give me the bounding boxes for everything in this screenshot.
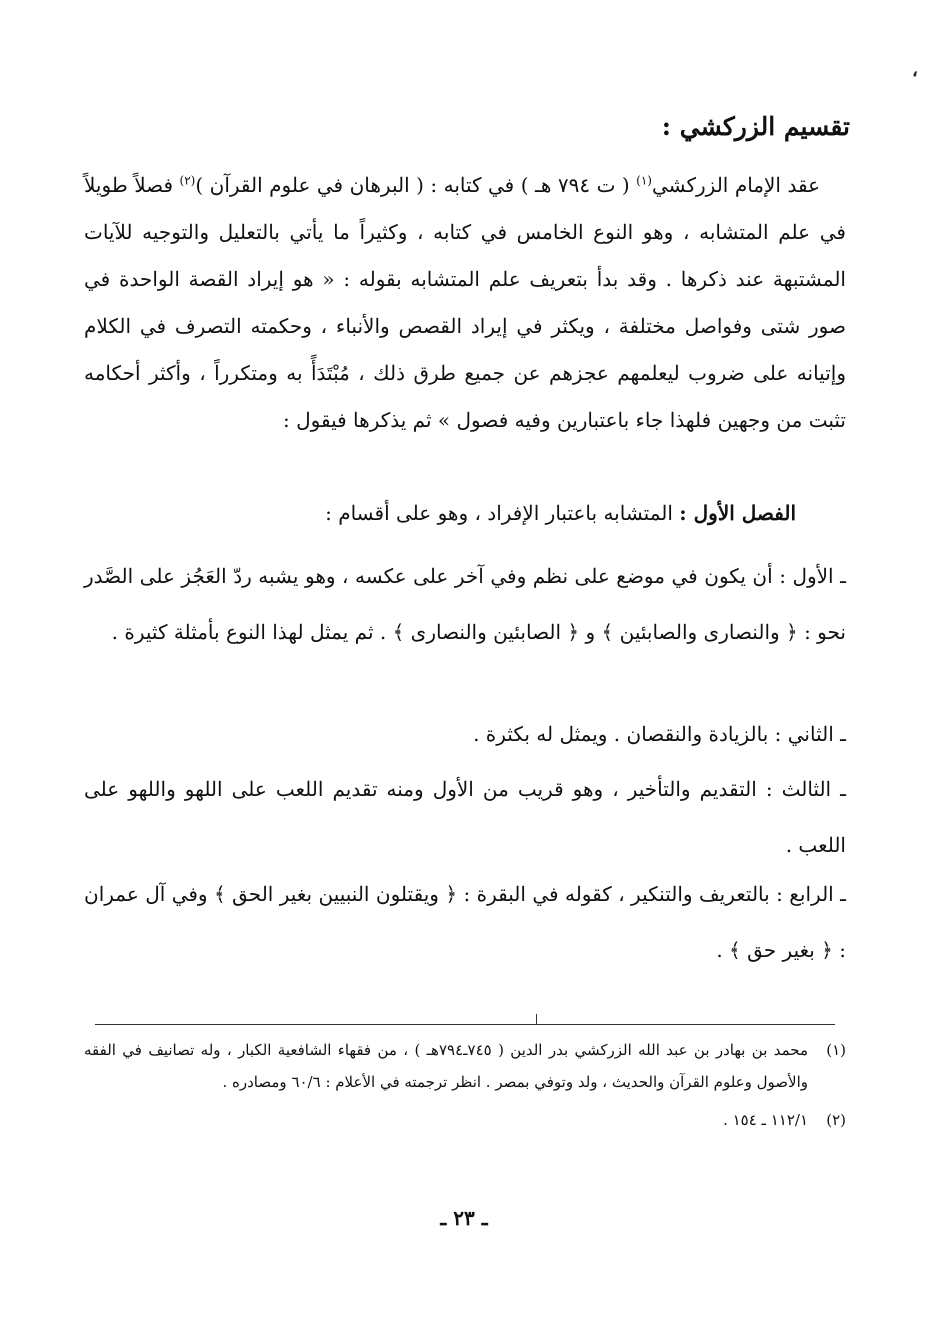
intro-text-1: عقد الإمام الزركشي bbox=[651, 173, 821, 197]
footnote-number: (١) bbox=[826, 1041, 846, 1059]
list-item-first: ـ الأول : أن يكون في موضع على نظم وفي آخر على عكسه ، وهو يشبه ردّ العَجُز على الصَّدر نحو : ﴿ والنصارى والصابئين ﴾ و ﴿ الصابئين والنصارى ﴾ . ثم يمثل لهذا النوع بأمثلة كثيرة . bbox=[84, 564, 846, 644]
footnote-2 bbox=[84, 1104, 846, 1136]
list-item-fourth: ـ الرابع : بالتعريف والتنكير ، كقوله في البقرة : ﴿ ويقتلون النبيين بغير الحق ﴾ وفي آل عمران : ﴿ بغير حق ﴾ . bbox=[84, 882, 846, 962]
footnotes bbox=[84, 1034, 846, 1136]
intro-text-2: ( ت ٧٩٤ هـ ) في كتابه : ( البرهان في علوم القرآن ) bbox=[195, 173, 637, 197]
list-item-second: ـ الثاني : بالزيادة والنقصان . ويمثل له بكثرة . bbox=[473, 722, 846, 746]
intro-text-3: فصلاً طويلاً في علم المتشابه ، وهو النوع الخامس في كتابه ، وكثيراً ما يأتي بالتعليل والتوجيه للآيات المشتبهة عند ذكرها . وقد بدأ بتعريف علم المتشابه بقوله : « هو إيراد القصة الواحدة في صور شتى وفواصل مختلفة ، ويكثر في إيراد القصص والأنباء ، وحكمته التصرف في الكلام وإتيانه على ضروب ليعلمهم عجزهم عن جميع طرق ذلك ، مُبْتَدَأً به ومتكرراً ، وأكثر أحكامه تثبت من وجهين فلهذا جاء باعتبارين وفيه فصول » ثم يذكرها فيقول : bbox=[84, 173, 846, 432]
footnote-ref-1: (١) bbox=[636, 173, 652, 188]
chapter-text: المتشابه باعتبار الإفراد ، وهو على أقسام : bbox=[325, 501, 680, 525]
section-heading: تقسيم الزركشي : bbox=[661, 112, 850, 141]
footnote-text: ١١٢/١ ـ ١٥٤ . bbox=[723, 1111, 808, 1129]
footnote-separator bbox=[95, 1024, 835, 1025]
footnote-1 bbox=[84, 1034, 846, 1098]
footnote-text: محمد بن بهادر بن عبد الله الزركشي بدر الدين ( ٧٤٥ـ٧٩٤هـ ) ، من فقهاء الشافعية الكبار ، وله تصانيف في الفقه والأصول وعلوم القرآن والحديث ، ولد وتوفي بمصر . انظر ترجمته في الأعلام : ٦٠/٦ ومصادره . bbox=[84, 1041, 808, 1091]
footnote-number: (٢) bbox=[826, 1111, 846, 1129]
intro-paragraph bbox=[84, 162, 846, 444]
page-number: ـ ٢٣ ـ bbox=[440, 1206, 488, 1230]
list-item-third: ـ الثالث : التقديم والتأخير ، وهو قريب من الأول ومنه تقديم اللعب على اللهو واللهو على اللعب . bbox=[84, 777, 846, 857]
footnote-ref-2: (٢) bbox=[179, 173, 196, 188]
chapter-line bbox=[84, 490, 796, 537]
margin-mark: ، bbox=[912, 60, 918, 81]
footnote-separator-tick bbox=[536, 1014, 537, 1024]
chapter-title: الفصل الأول : bbox=[679, 501, 796, 525]
